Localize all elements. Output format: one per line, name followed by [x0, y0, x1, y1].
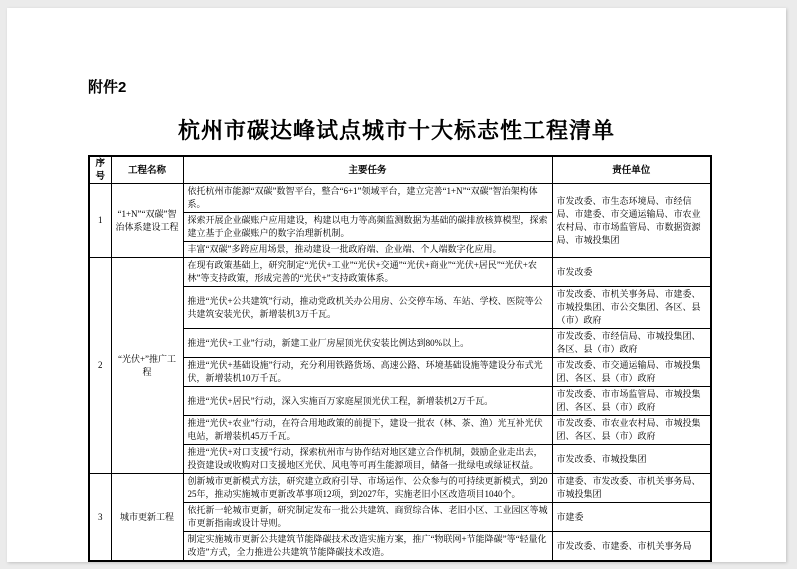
responsibility-cell: 市建委: [552, 503, 711, 532]
table-row: [89, 532, 711, 562]
table-row: [89, 416, 711, 445]
task-cell: 在现有政策基础上，研究制定“光伏+工业”“光伏+交通”“光伏+商业”“光伏+居民”“光伏+农林”等支持政策，形成完善的“光伏+”支持政策体系。: [183, 258, 552, 287]
column-header-responsibility: 责任单位: [552, 156, 711, 184]
table-row: [89, 474, 711, 503]
table-row: [89, 503, 711, 532]
seq-cell: 1: [89, 184, 111, 258]
table-row: [89, 387, 711, 416]
table-row: [89, 287, 711, 329]
project-name-cell: “光伏+”推广工程: [111, 258, 183, 474]
column-header-main-tasks: 主要任务: [183, 156, 552, 184]
task-cell: 推进“光伏+农业”行动，在符合用地政策的前提下，建设一批农（林、茶、渔）光互补光伏电站，新增装机45万千瓦。: [183, 416, 552, 445]
responsibility-cell: 市发改委、市建委、市机关事务局: [552, 532, 711, 562]
task-cell: 推进“光伏+公共建筑”行动，推动党政机关办公用房、公交停车场、车站、学校、医院等公共建筑安装光伏，新增装机3万千瓦。: [183, 287, 552, 329]
seq-cell: 3: [89, 474, 111, 562]
document-page: [7, 8, 786, 562]
task-cell: 推进“光伏+基础设施”行动，充分利用铁路货场、高速公路、环境基础设施等建设分布式光伏，新增装机10万千瓦。: [183, 358, 552, 387]
projects-table: [88, 155, 712, 562]
responsibility-cell: 市发改委、市机关事务局、市建委、市城投集团、市公交集团、各区、县（市）政府: [552, 287, 711, 329]
seq-cell: 2: [89, 258, 111, 474]
table-row: [89, 329, 711, 358]
table-row: [89, 358, 711, 387]
task-cell: 探索开展企业碳账户应用建设，构建以电力等高频监测数据为基础的碳排放核算模型，探索建立基于企业碳账户的数字治理新机制。: [183, 213, 552, 242]
task-cell: 创新城市更新模式方法，研究建立政府引导、市场运作、公众参与的可持续更新模式，到2025年，推动实施城市更新改革事项12项，到2027年，实施老旧小区改造项目1040个。: [183, 474, 552, 503]
table-row: [89, 258, 711, 287]
table-body: [89, 184, 711, 562]
responsibility-cell: 市发改委、市城投集团: [552, 445, 711, 474]
table-row: [89, 184, 711, 213]
responsibility-cell: 市发改委、市经信局、市城投集团、各区、县（市）政府: [552, 329, 711, 358]
table-header-row: [89, 156, 711, 184]
project-name-cell: 城市更新工程: [111, 474, 183, 562]
responsibility-cell: 市发改委、市市场监管局、市城投集团、各区、县（市）政府: [552, 387, 711, 416]
task-cell: 推进“光伏+工业”行动，新建工业厂房屋顶光伏安装比例达到80%以上。: [183, 329, 552, 358]
responsibility-cell: 市发改委、市交通运输局、市城投集团、各区、县（市）政府: [552, 358, 711, 387]
task-cell: 丰富“双碳”多跨应用场景，推动建设一批政府端、企业端、个人端数字化应用。: [183, 242, 552, 258]
responsibility-cell: 市发改委、市农业农村局、市城投集团、各区、县（市）政府: [552, 416, 711, 445]
column-header-seq: 序号: [89, 156, 111, 184]
task-cell: 依托杭州市能源“双碳”数智平台，整合“6+1”领域平台，建立完善“1+N”“双碳”智治架构体系。: [183, 184, 552, 213]
task-cell: 推进“光伏+对口支援”行动，探索杭州市与协作结对地区建立合作机制，鼓励企业走出去，投资建设或收购对口支援地区光伏、风电等可再生能源项目，储备一批绿电或绿证权益。: [183, 445, 552, 474]
project-name-cell: “1+N”“双碳”智治体系建设工程: [111, 184, 183, 258]
attachment-label: 附件2: [88, 79, 127, 96]
task-cell: 推进“光伏+居民”行动，深入实施百万家庭屋顶光伏工程，新增装机2万千瓦。: [183, 387, 552, 416]
responsibility-cell: 市发改委、市生态环境局、市经信局、市建委、市交通运输局、市农业农村局、市市场监管局、市数据资源局、市城投集团: [552, 184, 711, 258]
task-cell: 依托新一轮城市更新，研究制定发布一批公共建筑、商贸综合体、老旧小区、工业园区等城市更新指南或设计导则。: [183, 503, 552, 532]
column-header-project-name: 工程名称: [111, 156, 183, 184]
responsibility-cell: 市建委、市发改委、市机关事务局、市城投集团: [552, 474, 711, 503]
document-title: 杭州市碳达峰试点城市十大标志性工程清单: [177, 118, 615, 143]
table-row: [89, 445, 711, 474]
task-cell: 制定实施城市更新公共建筑节能降碳技术改造实施方案，推广“物联网+节能降碳”等“轻量化改造”方式，全力推进公共建筑节能降碳技术改造。: [183, 532, 552, 562]
responsibility-cell: 市发改委: [552, 258, 711, 287]
